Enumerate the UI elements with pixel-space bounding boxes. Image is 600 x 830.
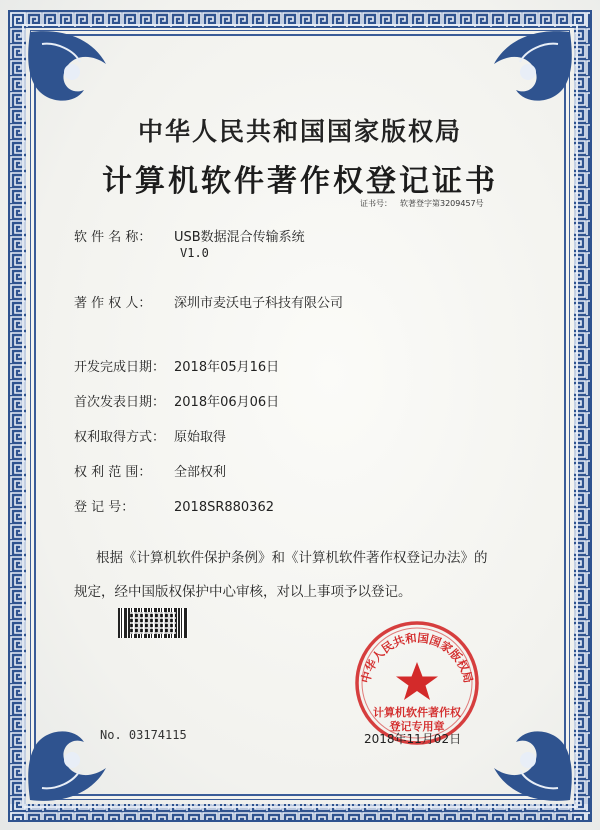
field-label: 权利取得方式： bbox=[74, 430, 166, 445]
field-registration-number bbox=[74, 496, 274, 515]
field-label: 著 作 权 人： bbox=[74, 296, 152, 311]
barcode-icon bbox=[118, 608, 188, 638]
field-label: 软 件 名 称： bbox=[74, 230, 152, 245]
field-rights-scope bbox=[74, 461, 226, 480]
certificate-number-value: 软著登字第3209457号 bbox=[400, 199, 484, 208]
field-value: 原始取得 bbox=[174, 430, 227, 445]
field-label: 权 利 范 围： bbox=[74, 465, 152, 480]
issuer-title: 中华人民共和国国家版权局 bbox=[137, 117, 462, 146]
field-value: 2018年06月06日 bbox=[174, 395, 280, 410]
seal-line-2: 登记专用章 bbox=[389, 720, 445, 733]
issue-date: 2018年11月02日 bbox=[364, 732, 462, 746]
corner-ornament-icon bbox=[22, 24, 114, 116]
field-version: V1.0 bbox=[180, 246, 209, 260]
seal-star-icon bbox=[396, 662, 438, 700]
field-value: 全部权利 bbox=[174, 465, 227, 480]
field-value: 2018年05月16日 bbox=[174, 360, 280, 375]
corner-ornament-icon bbox=[486, 716, 578, 808]
field-value: USB数据混合传输系统 bbox=[174, 230, 305, 245]
field-label: 开发完成日期： bbox=[74, 360, 166, 375]
field-copyright-owner bbox=[74, 292, 343, 311]
field-value: 2018SR880362 bbox=[174, 500, 274, 515]
certificate-number bbox=[360, 198, 492, 209]
inner-frame bbox=[34, 34, 566, 796]
serial-number: No. 03174115 bbox=[100, 728, 187, 742]
legal-statement-line-1: 根据《计算机软件保护条例》和《计算机软件著作权登记办法》的 bbox=[96, 550, 488, 566]
field-software-name bbox=[74, 226, 305, 260]
field-label: 首次发表日期： bbox=[74, 395, 166, 410]
corner-ornament-icon bbox=[486, 24, 578, 116]
seal-ring-text: 中华人民共和国国家版权局 bbox=[358, 630, 476, 685]
certificate-number-label: 证书号： bbox=[360, 199, 392, 208]
official-seal bbox=[352, 618, 482, 748]
field-development-date bbox=[74, 356, 279, 375]
field-label: 登 记 号： bbox=[74, 500, 135, 515]
field-value: 深圳市麦沃电子科技有限公司 bbox=[174, 296, 344, 311]
field-acquisition-method bbox=[74, 426, 226, 445]
seal-line-1: 计算机软件著作权 bbox=[373, 706, 461, 719]
field-publication-date bbox=[74, 391, 279, 410]
legal-statement-line-2: 规定，经中国版权保护中心审核，对以上事项予以登记。 bbox=[74, 584, 412, 600]
certificate-title: 计算机软件著作权登记证书 bbox=[102, 164, 498, 199]
